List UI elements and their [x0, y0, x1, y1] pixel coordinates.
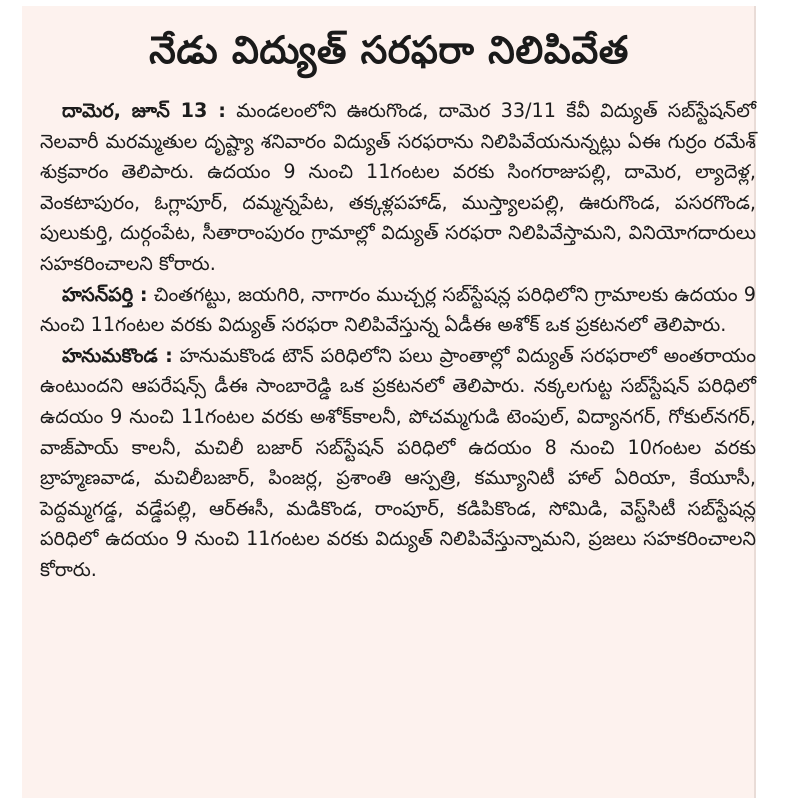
article-body [40, 96, 756, 586]
newspaper-clipping [22, 6, 756, 798]
paragraph-hasanparthy-text: చింతగట్టు, జయగిరి, నాగారం ముచ్చర్ల సబ్‌స్టేషన్ల పరిధిలోని గ్రామాలకు ఉదయం 9 నుంచి 11గంటల వరకు విద్యుత్ సరఫరా నిలిపివేస్తున్న ఏడీఈ అశోక్ ఒక ప్రకటనలో తెలిపారు. [40, 282, 756, 337]
paragraph-damera [40, 96, 756, 280]
paragraph-hanumakonda-text: హనుమకొండ టౌన్ పరిధిలోని పలు ప్రాంతాల్లో విద్యుత్ సరఫరాలో అంతరాయం ఉంటుందని ఆపరేషన్స్ డీఈ సాంబారెడ్డి ఒక ప్రకటనలో తెలిపారు. నక్కలగుట్ట సబ్‌స్టేషన్ పరిధిలో ఉదయం 9 నుంచి 11గంటల వరకు అశోక్‌కాలనీ, పోచమ్మగుడి టెంపుల్, విద్యానగర్, గోకుల్‌నగర్, వాజ్‌పాయ్ కాలనీ, మచిలీ బజార్ సబ్‌స్టేషన్ పరిధిలో ఉదయం 8 నుంచి 10గంటల వరకు బ్రాహ్మణవాడ, మచిలీబజార్, పింజర్ల, ప్రశాంతి ఆస్పత్రి, కమ్యూనిటీ హాల్ ఏరియా, కేయూసీ, పెద్దమ్మగడ్డ, వడ్డేపల్లి, ఆర్‌ఈసీ, మడికొండ, రాంపూర్, కడిపికొండ, సోమిడి, వెస్ట్‌సిటీ సబ్‌స్టేషన్ల పరిధిలో ఉదయం 9 నుంచి 11గంటల వరకు విద్యుత్ నిలిపివేస్తున్నామని, ప్రజలు సహకరించాలని కోరారు. [40, 343, 756, 581]
article-headline: నేడు విద్యుత్ సరఫరా నిలిపివేత [149, 28, 629, 72]
paragraph-hanumakonda [40, 341, 756, 586]
paragraph-damera-text: మండలంలోని ఊరుగొండ, దామెర 33/11 కేవీ విద్యుత్ సబ్‌స్టేషన్‌లో నెలవారీ మరమ్మతుల దృష్ట్యా శనివారం విద్యుత్ సరఫరాను నిలిపివేయనున్నట్లు ఏఈ గుర్రం రమేశ్ శుక్రవారం తెలిపారు. ఉదయం 9 నుంచి 11గంటల వరకు సింగరాజుపల్లి, దామెర, ల్యాదెళ్ల, వెంకటాపురం, ఓగ్లాపూర్, దమ్మన్నపేట, తక్కళ్లపహాడ్, ముస్త్యాలపల్లి, ఊరుగొండ, పసరగొండ, పులుకుర్తి, దుర్గంపేట, సీతారాంపురం గ్రామాల్లో విద్యుత్ సరఫరా నిలిపివేస్తామని, వినియోగదారులు సహకరించాలని కోరారు. [40, 99, 757, 275]
dateline-hasanparthy: హసన్‌పర్తి : [62, 282, 148, 306]
paragraph-hasanparthy [40, 280, 756, 341]
dateline-damera: దామెర, జూన్ 13 : [62, 99, 226, 122]
dateline-hanumakonda: హనుమకొండ : [62, 343, 173, 367]
